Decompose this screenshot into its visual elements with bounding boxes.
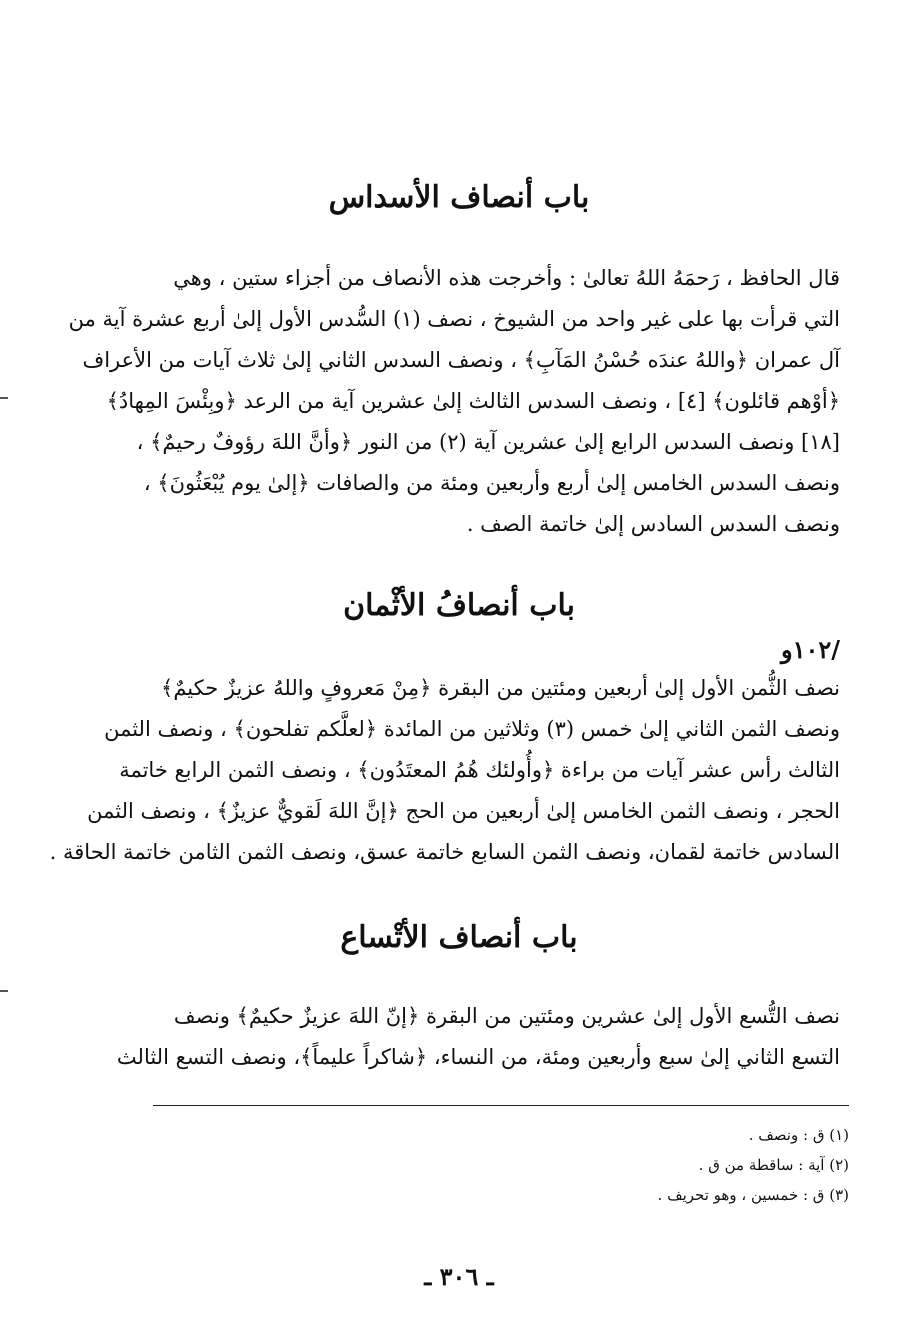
scan-edge-mark [0, 990, 8, 992]
manuscript-folio-marker: /١٠٢و [780, 635, 840, 664]
text-line: الحجر ، ونصف الثمن الخامس إلىٰ أربعين من الحج ﴿إنَّ اللهَ لَقويٌّ عزيزٌ﴾ ، ونصف الثمن [87, 799, 840, 823]
text-line: [١٨] ونصف السدس الرابع إلىٰ عشرين آية (٢) من النور ﴿وأنَّ اللهَ رؤوفٌ رحيمٌ﴾ ، [136, 430, 840, 454]
text-line: نصف التُّسع الأول إلىٰ عشرين ومئتين من البقرة ﴿إنّ اللهَ عزيزٌ حكيمٌ﴾ ونصف [173, 1004, 840, 1028]
text-line: قال الحافظ ، رَحمَهُ اللهُ تعالىٰ : وأخرجت هذه الأنصاف من أجزاء ستين ، وهي [173, 266, 840, 290]
text-line: التسع الثاني إلىٰ سبع وأربعين ومئة، من النساء، ﴿شاكراً عليماً﴾، ونصف التسع الثالث [116, 1045, 840, 1069]
text-line: الثالث رأس عشر آيات من براءة ﴿وأُولئك هُمُ المعتَدُون﴾ ، ونصف الثمن الرابع خاتمة [119, 758, 840, 782]
footnote-separator [153, 1105, 849, 1106]
text-line: نصف الثُّمن الأول إلىٰ أربعين ومئتين من البقرة ﴿مِنْ مَعروفٍ واللهُ عزيزٌ حكيمٌ﴾ [161, 676, 840, 700]
text-line: آل عمران ﴿واللهُ عندَه حُسْنُ المَآبِ﴾ ، ونصف السدس الثاني إلىٰ ثلاث آيات من الأعراف [82, 348, 840, 372]
footnotes [153, 1120, 849, 1210]
paragraph-eighths [49, 668, 840, 873]
text-line: ونصف السدس السادس إلىٰ خاتمة الصف . [466, 512, 840, 536]
footnote: (١) ق : ونصف . [748, 1126, 849, 1144]
footnote: (٢) آية : ساقطة من ق . [698, 1156, 849, 1174]
text-line: ﴿أوْهم قائلون﴾ [٤] ، ونصف السدس الثالث إلىٰ عشرين آية من الرعد ﴿وبِئْسَ المِهادُ﴾ [106, 389, 840, 413]
text-line: ونصف الثمن الثاني إلىٰ خمس (٣) وثلاثين من المائدة ﴿لعلَّكم تفلحون﴾ ، ونصف الثمن [104, 717, 840, 741]
section-heading-eighths: باب أنصافُ الأثْمان [343, 588, 575, 623]
paragraph-ninths [116, 996, 840, 1078]
section-heading-ninths: باب أنصاف الأتْساع [340, 920, 578, 955]
scan-edge-mark [0, 397, 8, 399]
footnote: (٣) ق : خمسين ، وهو تحريف . [657, 1186, 849, 1204]
text-line: السادس خاتمة لقمان، ونصف الثمن السابع خاتمة عسق، ونصف الثمن الثامن خاتمة الحاقة . [49, 840, 840, 864]
section-heading-sixths: باب أنصاف الأسداس [328, 180, 590, 215]
text-line: التي قرأت بها على غير واحد من الشيوخ ، نصف (١) السُّدس الأول إلىٰ أربع عشرة آية من [68, 307, 840, 331]
paragraph-sixths [68, 258, 840, 545]
text-line: ونصف السدس الخامس إلىٰ أربع وأربعين ومئة من والصافات ﴿إلىٰ يوم يُبْعَثُونَ﴾ ، [143, 471, 840, 495]
page-number: ـ ٣٠٦ ـ [424, 1262, 494, 1291]
